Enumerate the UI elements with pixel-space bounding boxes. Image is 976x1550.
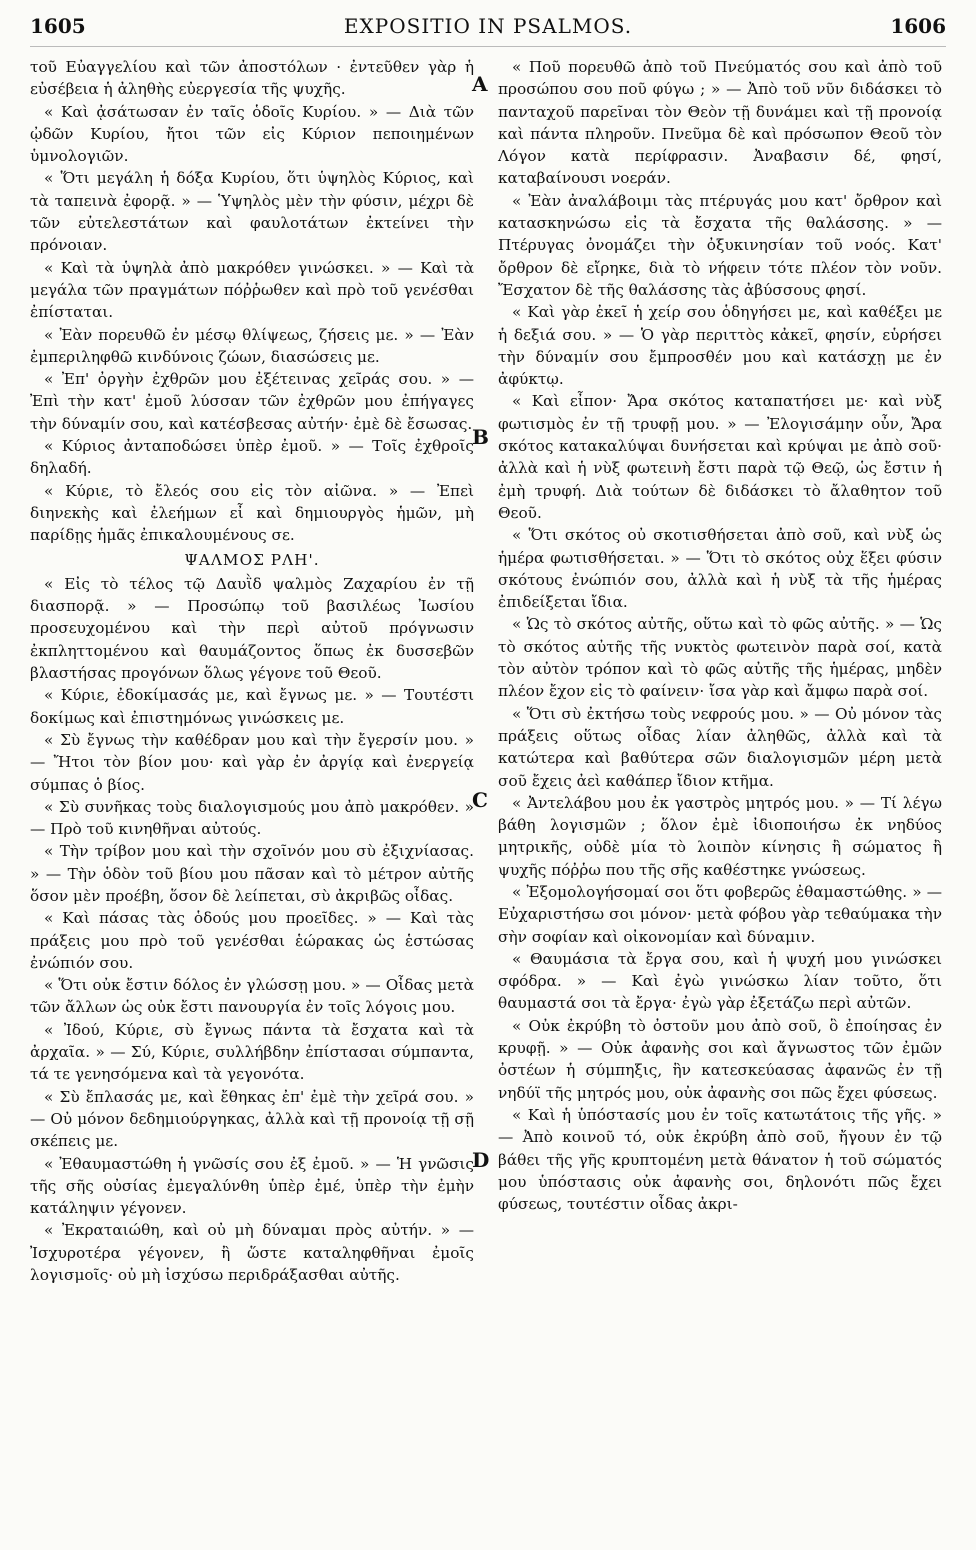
paragraph: « Εἰς τὸ τέλος τῷ Δαυῒδ ψαλμὸς Ζαχαρίου ἐν τῇ διασπορᾷ. » — Προσώπῳ τοῦ βασιλέως Ἰωσίου προσευχομένου καὶ τὴν περὶ αὐτοῦ πρόγνωσιν ἐκπληττομένου καὶ θαυμάζοντος ὅπως ἐκ δυσσεβῶν βλαστήσας προγόνων ὅλως γέγονε τοῦ Θεοῦ.: [30, 574, 474, 683]
psalm-heading: ΨΑΛΜΟΣ ΡΛΗ'.: [184, 550, 320, 569]
paragraph: « Ἐπ' ὀργὴν ἐχθρῶν μου ἐξέτεινας χεῖράς σου. » — Ἐπὶ τὴν κατ' ἐμοῦ λύσσαν τῶν ἐχθρῶν μου ἐπήγαγες τὴν δύναμίν σου, καὶ κατέσβεσας αὐτήν· ἐμὲ δὲ ἔσωσας.: [30, 370, 474, 433]
paragraph: « Ὅτι οὐκ ἔστιν δόλος ἐν γλώσσῃ μου. » — Οἶδας μετὰ τῶν ἄλλων ὡς οὐκ ἔστι πανουργία ἐν τοῖς λόγοις μου.: [30, 976, 474, 1017]
paragraph: τοῦ Εὐαγγελίου καὶ τῶν ἀποστόλων · ἐντεῦθεν γὰρ ἡ εὐσέβεια ἡ ἀληθὴς εὐεργεσία τῆς ψυχῆς.: [30, 58, 474, 99]
page-header: [30, 14, 946, 47]
paragraph: « Ἐθαυμαστώθη ἡ γνῶσίς σου ἐξ ἐμοῦ. » — Ἡ γνῶσις τῆς σῆς οὐσίας ἐμεγαλύνθη ὑπὲρ ἐμέ, ὑπὲρ τὴν ἐμὴν κατάληψιν γέγονεν.: [30, 1154, 474, 1218]
paragraph: « Οὐκ ἐκρύβη τὸ ὀστοῦν μου ἀπὸ σοῦ, ὃ ἐποίησας ἐν κρυφῇ. » — Οὐκ ἀφανὴς σοι καὶ ἄγνωστος τῶν ἐμῶν ὀστέων ἡ σύμπηξις, ἣν κατεσκεύασας ἀφανῶς ἐν τῇ νηδύϊ τῆς μητρός μου, οὐκ ἀφανὴς σοι πῶς ἔχει φύσεως.: [498, 1016, 942, 1102]
paragraph: « Καὶ εἶπον· Ἄρα σκότος καταπατήσει με· καὶ νὺξ φωτισμὸς ἐν τῇ τρυφῇ μου. » — Ἐλογισάμην οὖν, Ἄρα σκότος κατακαλύψαι δυνήσεται καὶ κρύψαι με ἀπὸ σοῦ· ἀλλὰ καὶ ἡ νὺξ φωτεινὴ ἔστι παρὰ τῷ Θεῷ, ὡς ἔστιν ἡ ἐμὴ τρυφή. Διὰ τούτων δὲ διδάσκει τὸ ἄλαθητον τοῦ Θεοῦ.: [498, 392, 942, 522]
margin-marker-b: B: [472, 425, 489, 449]
paragraph: « Ἰδού, Κύριε, σὺ ἔγνως πάντα τὰ ἔσχατα καὶ τὰ ἀρχαῖα. » — Σύ, Κύριε, συλλήβδην ἐπίστασαι σύμπαντα, τά τε γενησόμενα καὶ τὰ γεγονότα.: [30, 1020, 474, 1084]
paragraph: « Ποῦ πορευθῶ ἀπὸ τοῦ Πνεύματός σου καὶ ἀπὸ τοῦ προσώπου σου ποῦ φύγω ; » — Ἀπὸ τοῦ νῦν διδάσκει τὸ πανταχοῦ παρεῖναι τὸν Θεὸν τῇ δυνάμει καὶ τῇ προνοίᾳ καὶ πάντα πληροῦν. Πνεῦμα δὲ καὶ πρόσωπον Θεοῦ τὸν Λόγον κατὰ περίφρασιν. Ἀναβασιν δέ, φησί, καταβαίνουσι νοεράν.: [498, 58, 942, 188]
paragraph: « Ἐὰν πορευθῶ ἐν μέσῳ θλίψεως, ζήσεις με. » — Ἐὰν ἐμπεριληφθῶ κινδύνοις ζώων, διασώσεις με.: [30, 325, 474, 366]
paragraph: « Ὅτι σὺ ἐκτήσω τοὺς νεφρούς μου. » — Οὐ μόνον τὰς πράξεις οὕτως οἶδας λίαν ἀληθῶς, ἀλλὰ καὶ τὰ κατώτερα καὶ βαθύτερα σῶν διαλογισμῶν μέρη μετὰ σοῦ ἔχεις ἀεὶ καθάπερ ἴδιον κτῆμα.: [498, 704, 942, 790]
left-column: [30, 56, 474, 1286]
paragraph: « Σὺ ἔπλασάς με, καὶ ἔθηκας ἐπ' ἐμὲ τὴν χεῖρά σου. » — Οὐ μόνον δεδημιούργηκας, ἀλλὰ καὶ τῇ προνοίᾳ τῇ σῇ σκέπεις με.: [30, 1087, 474, 1151]
paragraph: « Κύριε, τὸ ἔλεός σου εἰς τὸν αἰῶνα. » — Ἐπεὶ διηνεκὴς καὶ ἐλεήμων εἶ καὶ δημιουργὸς ἡμῶν, μὴ παρίδῃς ἡμᾶς ἐπικαλουμένους σε.: [30, 481, 474, 545]
paragraph: « Ἐξομολογήσομαί σοι ὅτι φοβερῶς ἐθαμαστώθης. » — Εὐχαριστήσω σοι μόνον· μετὰ φόβου γὰρ τεθαύμακα τὴν σὴν σοφίαν καὶ οἰκονομίαν καὶ δύναμιν.: [498, 882, 942, 946]
paragraph: « Σὺ συνῆκας τοὺς διαλογισμούς μου ἀπὸ μακρόθεν. » — Πρὸ τοῦ κινηθῆναι αὐτούς.: [30, 797, 474, 839]
paragraph: « Ἀντελάβου μου ἐκ γαστρὸς μητρός μου. » — Τί λέγω βάθη λογισμῶν ; ὅλον ἐμὲ ἰδιοποιήσω ἐκ νηδύος μητρικῆς, οὐδὲ μία τὸ λοιπὸν κίνησις ἢ σώματος ἢ ψυχῆς πόῤῥω που τῆς σῆς καθέστηκε γνώσεως.: [498, 793, 942, 879]
paragraph: « Τὴν τρίβον μου καὶ τὴν σχοῖνόν μου σὺ ἐξιχνίασας. » — Τὴν ὁδὸν τοῦ βίου μου πᾶσαν καὶ τὸ μέτρον αὐτῆς ὅσον μὲν προέβη, ὅσον δὲ λείπεται, σὺ ἀκριβῶς οἶδας.: [30, 842, 474, 905]
paragraph: « Κύριος ἀνταποδώσει ὑπὲρ ἐμοῦ. » — Τοῖς ἐχθροῖς δηλαδή.: [30, 437, 474, 478]
paragraph: « Ὡς τὸ σκότος αὐτῆς, οὕτω καὶ τὸ φῶς αὐτῆς. » — Ὡς τὸ σκότος αὐτῆς τῆς νυκτὸς φωτεινὸν παρὰ σοί, κατὰ τὸν αὐτὸν τρόπον καὶ τὸ φῶς αὐτῆς τῆς ἡμέρας, μηδὲν πλέον ἔχον εἰς τὸ φαίνειν· ἴσα γὰρ καὶ ἄμφω παρὰ σοί.: [498, 615, 942, 701]
paragraph: « Ἐκραταιώθη, καὶ οὐ μὴ δύναμαι πρὸς αὐτήν. » — Ἰσχυροτέρα γέγονεν, ἢ ὥστε καταληφθῆναι ἐμοῖς λογισμοῖς· οὐ μὴ ἰσχύσω περιδράξασθαι αὐτῆς.: [30, 1221, 474, 1285]
paragraph: « Σὺ ἔγνως τὴν καθέδραν μου καὶ τὴν ἔγερσίν μου. » — Ἤτοι τὸν βίον μου· καὶ γὰρ ἐν ἀργίᾳ καὶ ἐνεργείᾳ σύμπας ὁ βίος.: [30, 730, 474, 794]
paragraph: « Καὶ γὰρ ἐκεῖ ἡ χείρ σου ὁδηγήσει με, καὶ καθέξει με ἡ δεξιά σου. » — Ὁ γὰρ περιττὸς κἀκεῖ, φησίν, εὑρήσει τὴν δύναμίν σου ἔμπροσθέν μου καὶ κατάσχῃ με ἐν ἀφύκτῳ.: [498, 303, 942, 389]
paragraph: « Ὅτι σκότος οὐ σκοτισθήσεται ἀπὸ σοῦ, καὶ νὺξ ὡς ἡμέρα φωτισθήσεται. » — Ὅτι τὸ σκότος οὐχ ἕξει φύσιν σκότους ἐνώπιόν σου, ἀλλὰ καὶ ἡ νὺξ τὰ τῆς ἡμέρας ἐπιδείξεται ἴδια.: [498, 526, 942, 612]
paragraph: « Καὶ τὰ ὑψηλὰ ἀπὸ μακρόθεν γινώσκει. » — Καὶ τὰ μεγάλα τῶν πραγμάτων πόῤῥωθεν καὶ πρὸ τοῦ γενέσθαι ἐπίσταται.: [30, 258, 474, 322]
paragraph: « Ἐὰν ἀναλάβοιμι τὰς πτέρυγάς μου κατ' ὄρθρον καὶ κατασκηνώσω εἰς τὰ ἔσχατα τῆς θαλάσσης. » — Πτέρυγας ὀνομάζει τὴν ὀξυκινησίαν τοῦ νοός. Κατ' ὄρθρον δὲ εἴρηκε, διὰ τὸ νήφειν τότε πλέον τὸν νοῦν. Ἔσχατον δὲ τῆς θαλάσσης τὰς ἀβύσσους φησί.: [498, 191, 942, 299]
paragraph: « Καὶ πάσας τὰς ὁδούς μου προεῖδες. » — Καὶ τὰς πράξεις μου πρὸ τοῦ γενέσθαι ἑώρακας ὡς ἑστώσας ἐνώπιόν σου.: [30, 909, 474, 972]
margin-marker-a: A: [472, 72, 488, 96]
paragraph: « Καὶ ᾀσάτωσαν ἐν ταῖς ὁδοῖς Κυρίου. » — Διὰ τῶν ᾠδῶν Κυρίου, ἤτοι τῶν εἰς Κύριον πεποιημένων ὑμνολογιῶν.: [30, 102, 474, 166]
margin-marker-d: D: [472, 1148, 490, 1172]
paragraph: « Καὶ ἡ ὑπόστασίς μου ἐν τοῖς κατωτάτοις τῆς γῆς. » — Ἀπὸ κοινοῦ τό, οὐκ ἐκρύβη ἀπὸ σοῦ, ἤγουν ἐν τῷ βάθει τῆς γῆς κρυπτομένη μετὰ θάνατον ἡ τοῦ σώματός μου ὑπόστασις οὐκ ἀφανὴς σοι, δηλονότι πῶς ἔχει φύσεως, τουτέστιν οἶδας ἀκρι-: [498, 1105, 942, 1214]
page-number-right: 1606: [890, 14, 946, 38]
paragraph: « Κύριε, ἐδοκίμασάς με, καὶ ἔγνως με. » — Τουτέστι δοκίμως καὶ ἐπιστημόνως γινώσκεις με.: [30, 686, 474, 727]
paragraph: « Θαυμάσια τὰ ἔργα σου, καὶ ἡ ψυχή μου γινώσκει σφόδρα. » — Καὶ ἐγὼ γινώσκω λίαν τοῦτο, ὅτι θαυμαστά σοι τὰ ἔργα· ἐγὼ γὰρ ἐξετάζω περὶ αὐτῶν.: [498, 949, 942, 1013]
right-column: [498, 56, 942, 1215]
running-title: EXPOSITIO IN PSALMOS.: [343, 14, 633, 38]
paragraph: « Ὅτι μεγάλη ἡ δόξα Κυρίου, ὅτι ὑψηλὸς Κύριος, καὶ τὰ ταπεινὰ ἐφορᾷ. » — Ὑψηλὸς μὲν τὴν φύσιν, μέχρι δὲ τῶν εὐτελεστάτων καὶ φαυλοτάτων ἐκτείνει τὴν πρόνοιαν.: [30, 169, 474, 255]
page-number-left: 1605: [30, 14, 86, 38]
margin-marker-c: C: [472, 788, 488, 812]
